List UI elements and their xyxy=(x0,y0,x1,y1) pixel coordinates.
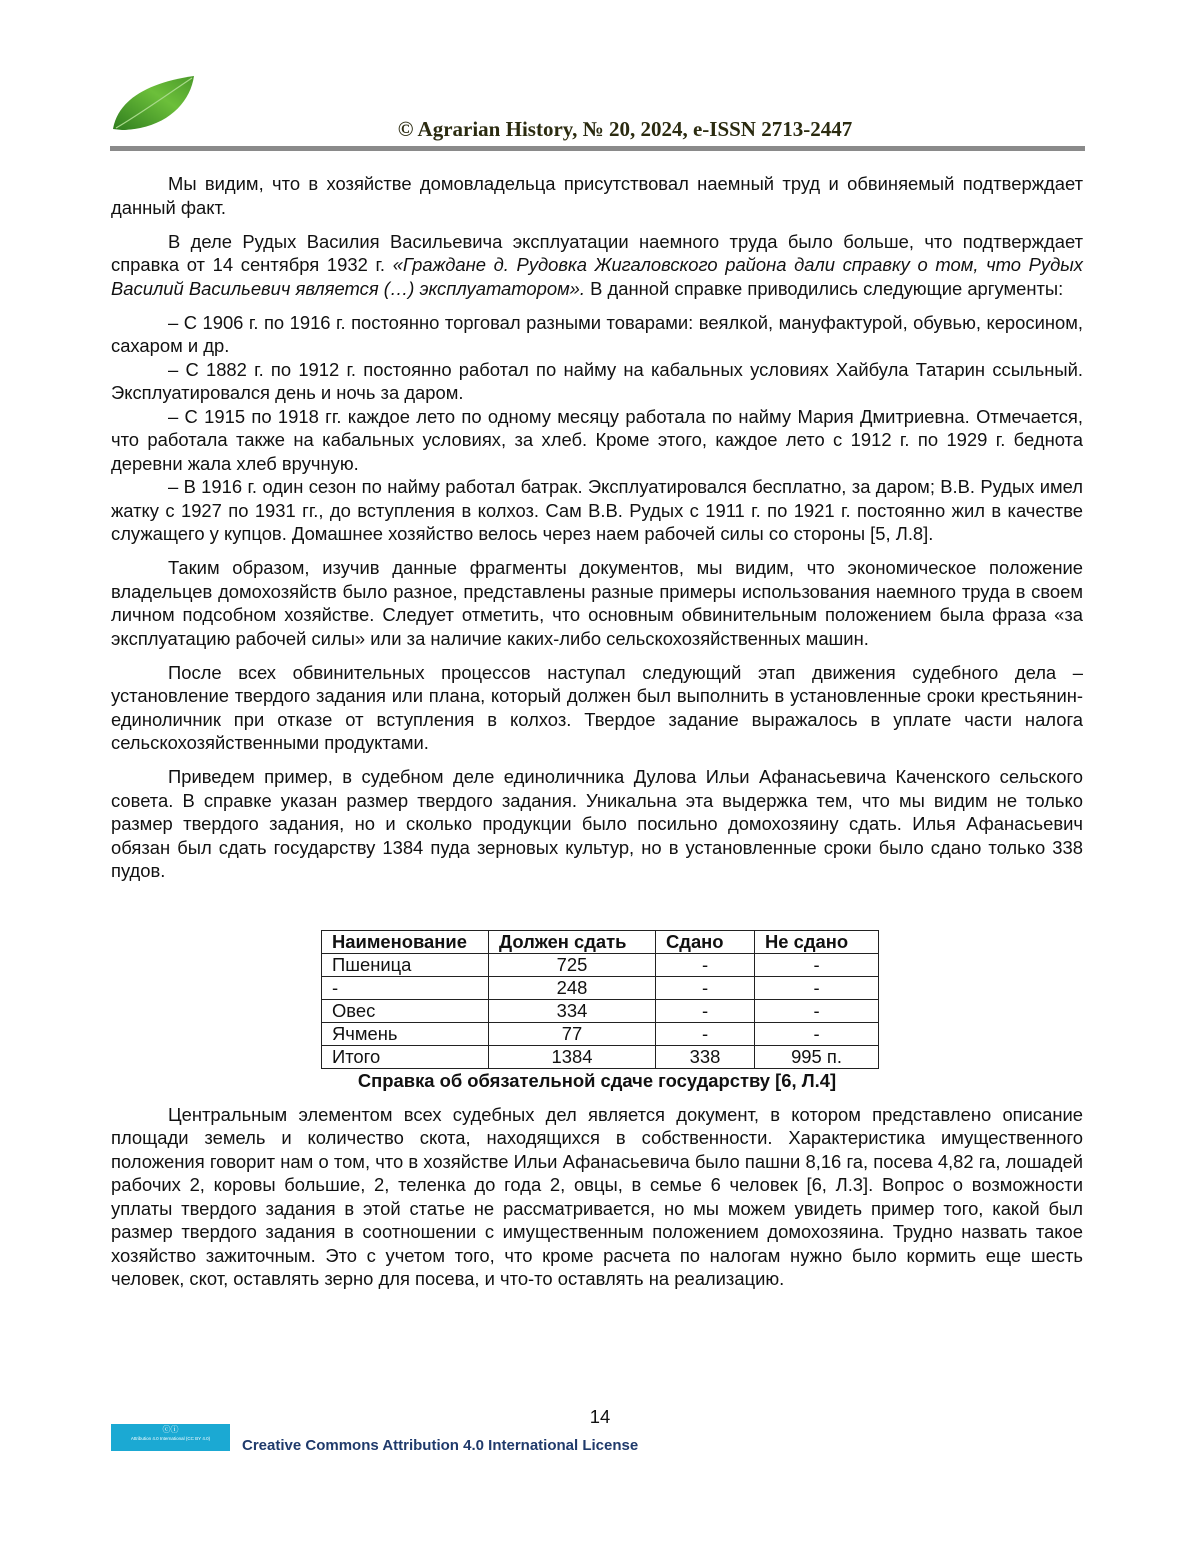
cell: - xyxy=(656,1022,755,1045)
table-container xyxy=(321,930,1083,1069)
cell: - xyxy=(322,976,489,999)
column-header: Не сдано xyxy=(755,930,879,953)
cell: - xyxy=(755,953,879,976)
table-header-row xyxy=(322,930,879,953)
list-item: – С 1906 г. по 1916 г. постоянно торговал разными товарами: веялкой, мануфактурой, обувью, керосином, сахаром и др. xyxy=(111,311,1083,356)
cell: 1384 xyxy=(489,1045,656,1068)
cell: - xyxy=(656,999,755,1022)
paragraph xyxy=(111,230,1083,301)
article-body xyxy=(111,172,1083,1301)
cell: - xyxy=(755,1022,879,1045)
text: В деле Рудых Василия Васильевича эксплуатации наемного труда было больше, что подтверждает справка от 14 сентября 1932 г. xyxy=(111,230,1083,275)
column-header: Должен сдать xyxy=(489,930,656,953)
page-number: 14 xyxy=(589,1406,611,1427)
table-row xyxy=(322,976,879,999)
paragraph: Таким образом, изучив данные фрагменты документов, мы видим, что экономическое положение владельцев домохозяйств было разное, представлены разные примеры использования наемного труда в своем личном подсобном хозяйстве. Следует отметить, что основным обвинительным положением была фраза «за эксплуатацию рабочей силы» или за наличие каких-либо сельскохозяйственных машин. xyxy=(111,557,1083,649)
paragraph: Центральным элементом всех судебных дел является документ, в котором представлено описание площади земель и количество скота, находящихся в собственности. Характеристика имущественного положения говорит нам о том, что в хозяйстве Ильи Афанасьевича было пашни 8,16 га, посева 4,82 га, лошадей рабочих 2, коровы большие, 2, теленка до года 2, овцы, в семье 6 человек [6, Л.3]. Вопрос о возможности уплаты твердого задания в этой статье не рассматривается, но мы можем увидеть пример того, какой был размер твердого задания в соотношении с имущественным положением домохозяина. Трудно назвать такое хозяйство зажиточным. Это с учетом того, что кроме расчета по налогам нужно было кормить еще шесть человек, скот, оставлять зерно для посева, и что-то оставлять на реализацию. xyxy=(111,1103,1083,1289)
table-row xyxy=(322,999,879,1022)
header-divider xyxy=(110,146,1085,151)
list-item: – С 1882 г. по 1912 г. постоянно работал по найму на кабальных условиях Хайбула Татарин ссыльный. Эксплуатировался день и ночь за даром. xyxy=(111,358,1083,403)
cc-badge-text: Attribution 4.0 International (CC BY 4.0) xyxy=(130,1436,211,1441)
cc-license-badge[interactable] xyxy=(111,1424,230,1451)
table-row xyxy=(322,953,879,976)
cell: - xyxy=(656,976,755,999)
cell: 334 xyxy=(489,999,656,1022)
license-link[interactable]: Creative Commons Attribution 4.0 International License xyxy=(242,1437,639,1454)
quote: «Граждане д. Рудовка Жигаловского района дали справку о том, что Рудых Василий Васильевич является (…) эксплуататором». xyxy=(111,254,1083,299)
paragraph: Мы видим, что в хозяйстве домовладельца присутствовал наемный труд и обвиняемый подтверждает данный факт. xyxy=(111,173,1083,218)
cell: 725 xyxy=(489,953,656,976)
cell: Ячмень xyxy=(322,1022,489,1045)
journal-header: © Agrarian History, № 20, 2024, e-ISSN 2713-2447 xyxy=(397,117,853,141)
cell: 995 п. xyxy=(755,1045,879,1068)
cell: - xyxy=(755,999,879,1022)
list-item: – В 1916 г. один сезон по найму работал батрак. Эксплуатировался бесплатно, за даром; В.В. Рудых имел жатку с 1927 по 1931 гг., до вступления в колхоз. Сам В.В. Рудых с 1911 г. по 1921 г. постоянно жил в качестве служащего у купцов. Домашнее хозяйство велось через наем рабочей силы со стороны [5, Л.8]. xyxy=(111,476,1083,544)
cell: 248 xyxy=(489,976,656,999)
table-caption: Справка об обязательной сдаче государству [6, Л.4] xyxy=(357,1069,837,1091)
column-header: Наименование xyxy=(322,930,489,953)
grain-table xyxy=(321,930,879,1069)
table-row xyxy=(322,1045,879,1068)
paragraph: После всех обвинительных процессов наступал следующий этап движения судебного дела – установление твердого задания или плана, который должен был выполнить в установленные сроки крестьянин-единоличник при отказе от вступления в колхоз. Твердое задание выражалось в уплате части налога сельскохозяйственными продуктами. xyxy=(111,661,1083,753)
paragraph: Приведем пример, в судебном деле единоличника Дулова Ильи Афанасьевича Каченского сельского совета. В справке указан размер твердого задания. Уникальна эта выдержка тем, что мы видим не только размер твердого задания, но и сколько продукции было посильно домохозяину сдать. Илья Афанасьевич обязан был сдать государству 1384 пуда зерновых культур, но в установленные сроки было сдано только 338 пудов. xyxy=(111,766,1083,881)
cc-by-icon: ⓒⓘ xyxy=(162,1425,179,1434)
cell: Итого xyxy=(322,1045,489,1068)
list-item: – С 1915 по 1918 гг. каждое лето по одному месяцу работала по найму Мария Дмитриевна. Отмечается, что работала также на кабальных условиях, за хлеб. Кроме этого, каждое лето с 1912 г. по 1929 г. беднота деревни жала хлеб вручную. xyxy=(111,405,1083,474)
cell: Пшеница xyxy=(322,953,489,976)
text: В данной справке приводились следующие аргументы: xyxy=(585,277,1064,299)
column-header: Сдано xyxy=(656,930,755,953)
cell: - xyxy=(656,953,755,976)
cell: 77 xyxy=(489,1022,656,1045)
cell: 338 xyxy=(656,1045,755,1068)
cell: Овес xyxy=(322,999,489,1022)
cell: - xyxy=(755,976,879,999)
table-row xyxy=(322,1022,879,1045)
